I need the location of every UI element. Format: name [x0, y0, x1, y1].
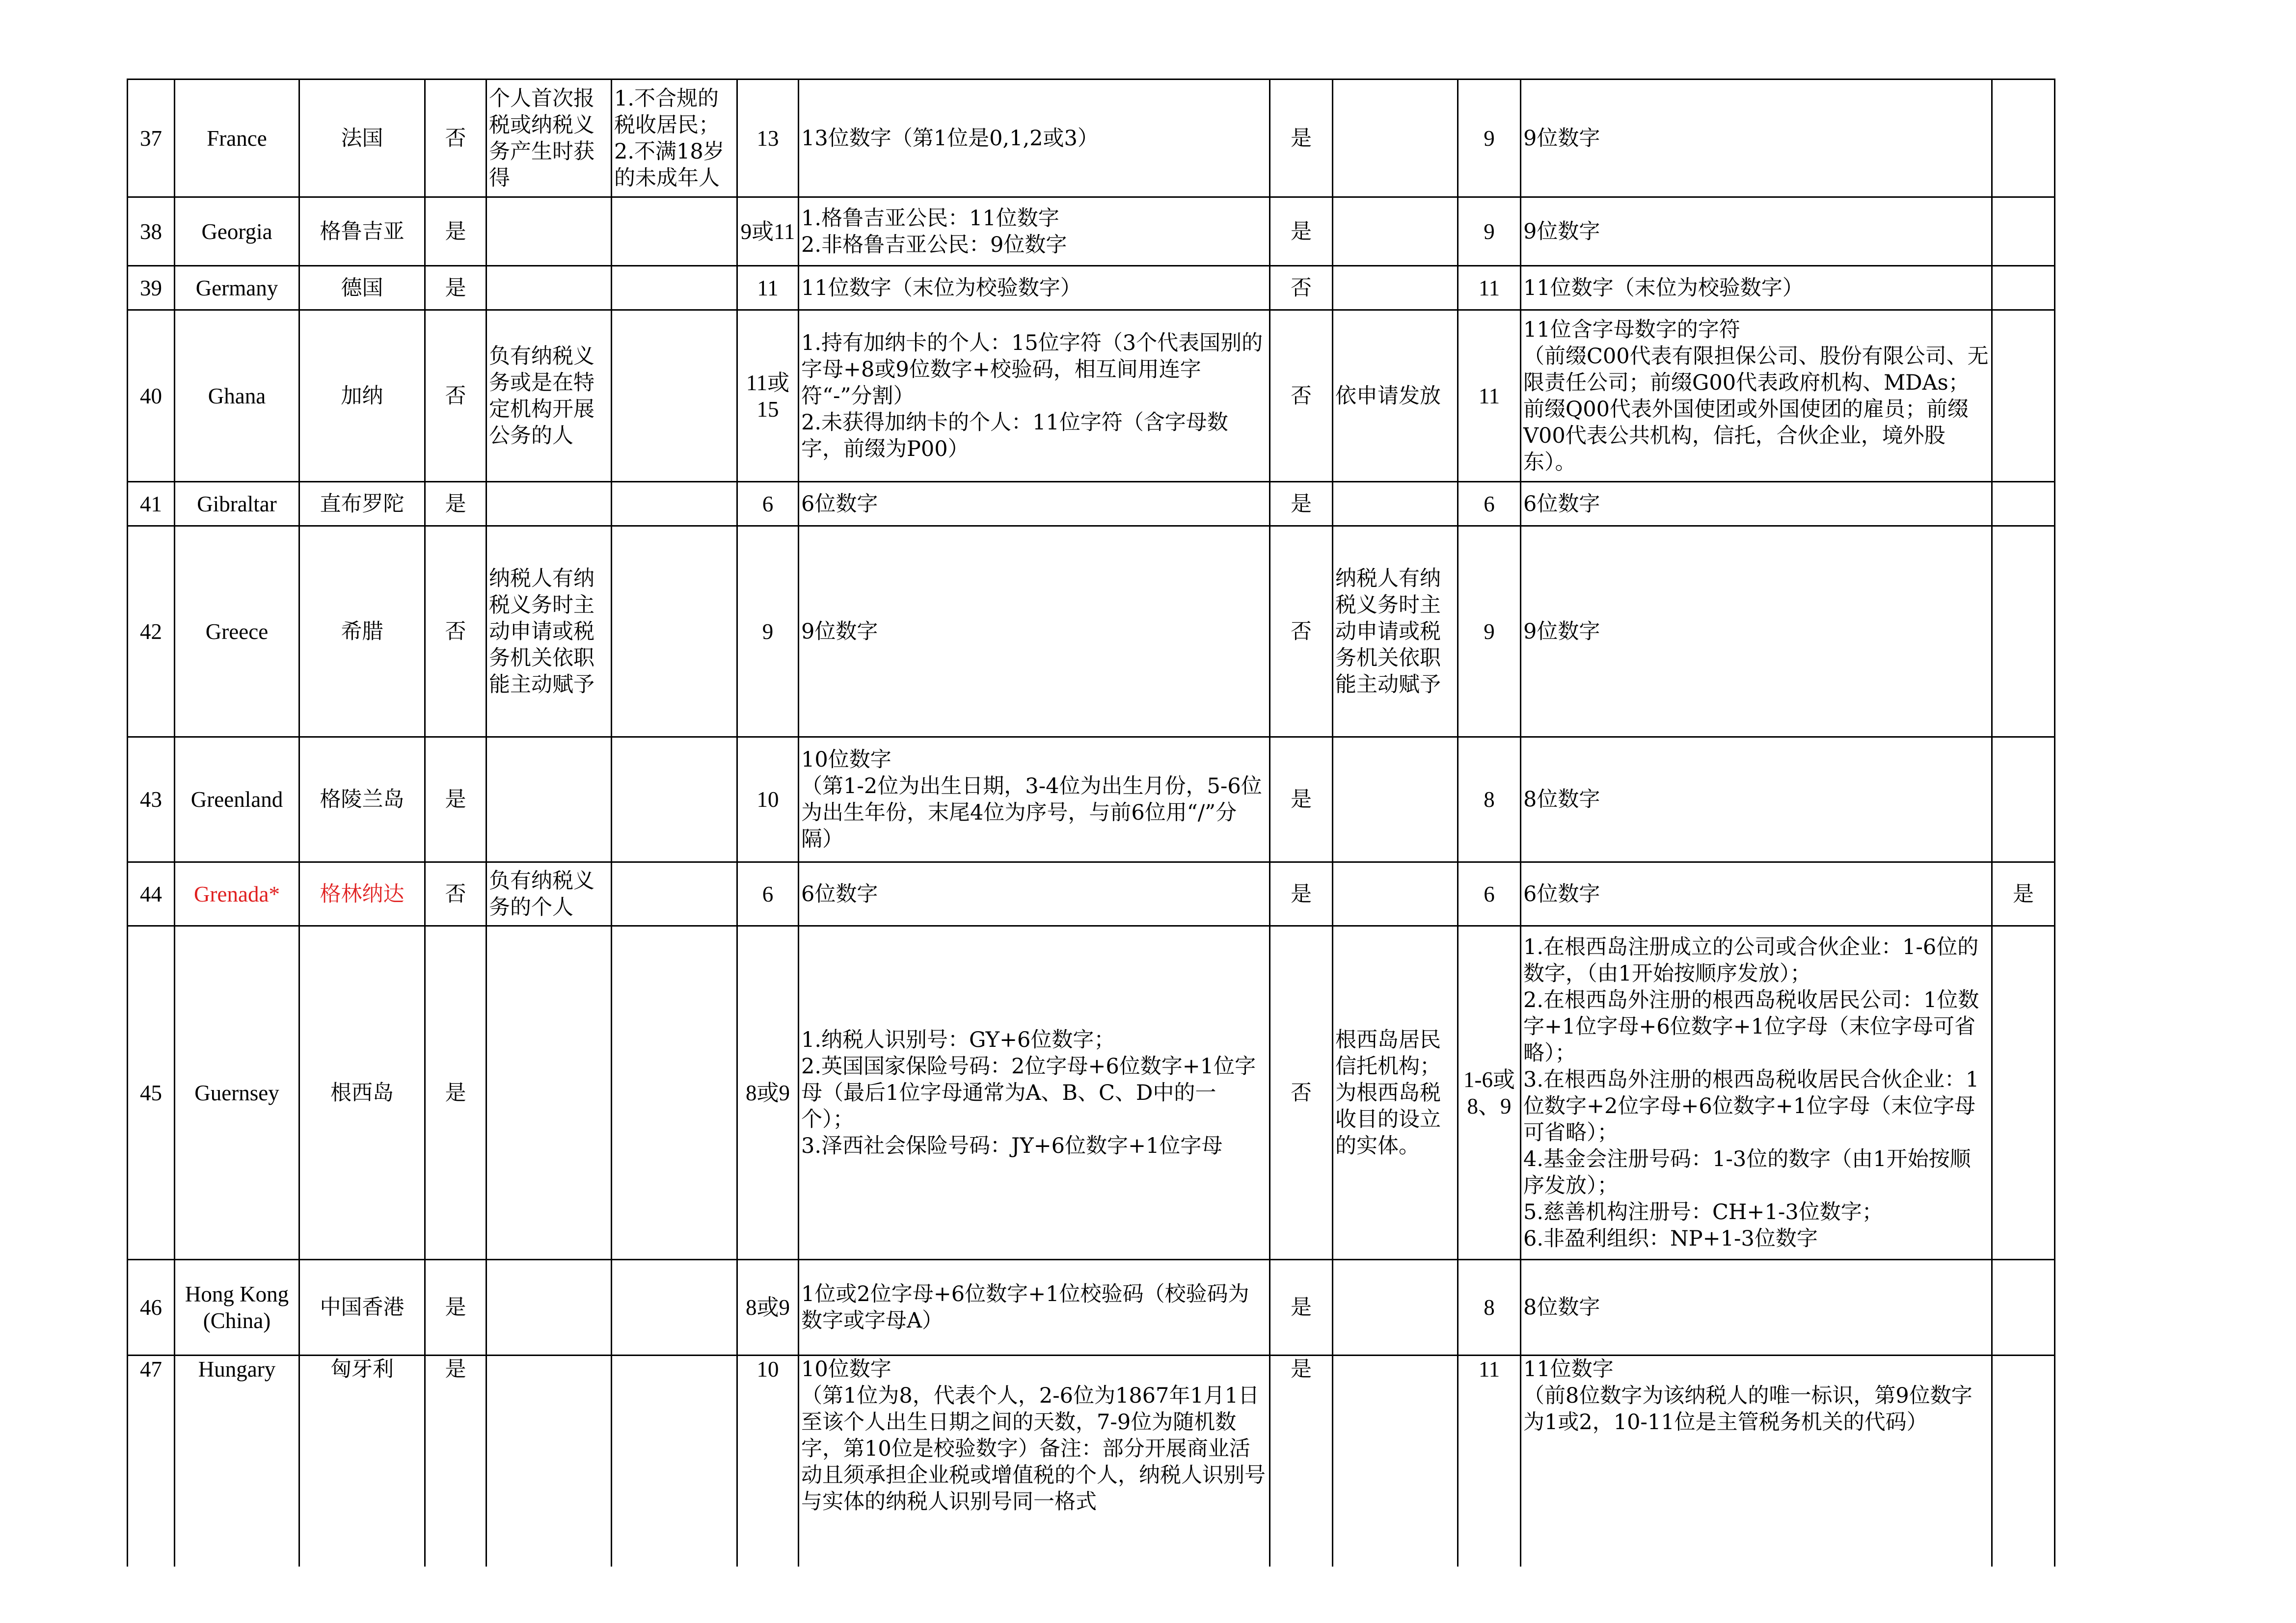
individual-issue-note: 个人首次报税或纳税义务产生时获得 [486, 80, 612, 197]
country-name-en: France [175, 80, 299, 197]
individual-tin-length: 11 [737, 266, 799, 310]
extra-flag [1992, 737, 2055, 862]
entity-tin-length: 11 [1458, 310, 1521, 482]
entity-tin-length: 1-6或8、9 [1458, 926, 1521, 1260]
row-number: 39 [128, 266, 175, 310]
table-row [128, 482, 2055, 526]
country-name-en: Greece [175, 526, 299, 737]
row-number: 45 [128, 926, 175, 1260]
extra-flag [1992, 526, 2055, 737]
individual-exception-note [612, 310, 737, 482]
individual-tin-length: 9或11 [737, 197, 799, 266]
country-name-cn: 格鲁吉亚 [299, 197, 425, 266]
table-row [128, 1356, 2055, 1567]
table-row [128, 862, 2055, 926]
individual-tin-format: 1位或2位字母+6位数字+1位校验码（校验码为数字或字母A） [799, 1260, 1270, 1356]
entity-tin-flag: 否 [1270, 526, 1333, 737]
individual-tin-length: 6 [737, 862, 799, 926]
individual-tin-length: 13 [737, 80, 799, 197]
entity-tin-length: 9 [1458, 80, 1521, 197]
table-row [128, 80, 2055, 197]
entity-tin-flag: 否 [1270, 310, 1333, 482]
individual-exception-note [612, 197, 737, 266]
individual-tin-length: 8或9 [737, 926, 799, 1260]
individual-tin-flag: 是 [425, 266, 486, 310]
individual-exception-note [612, 926, 737, 1260]
country-name-en: Gibraltar [175, 482, 299, 526]
entity-tin-format: 11位含字母数字的字符 （前缀C00代表有限担保公司、股份有限公司、无限责任公司；前缀G00代表政府机构、MDAs；前缀Q00代表外国使团或外国使团的雇员；前缀V00代表公共机构，信托，合伙企业，境外股东）。 [1521, 310, 1992, 482]
individual-tin-flag: 是 [425, 197, 486, 266]
tax-id-table [127, 79, 2055, 1567]
entity-tin-format: 1.在根西岛注册成立的公司或合伙企业：1-6位的数字，（由1开始按顺序发放）； 2.在根西岛外注册的根西岛税收居民公司：1位数字+1位字母+6位数字+1位字母（末位字母可省略）； 3.在根西岛外注册的根西岛税收居民合伙企业：1位数字+2位字母+6位数字+1位字母（末位字母可省略）； 4.基金会注册号码：1-3位的数字（由1开始按顺序发放）； 5.慈善机构注册号：CH+1-3位数字； 6.非盈利组织：NP+1-3位数字 [1521, 926, 1992, 1260]
country-name-en: Guernsey [175, 926, 299, 1260]
entity-issue-note [1333, 737, 1458, 862]
country-name-cn: 中国香港 [299, 1260, 425, 1356]
individual-tin-format: 13位数字（第1位是0,1,2或3） [799, 80, 1270, 197]
individual-exception-note [612, 482, 737, 526]
row-number: 43 [128, 737, 175, 862]
country-name-cn: 格陵兰岛 [299, 737, 425, 862]
entity-tin-length: 11 [1458, 1356, 1521, 1567]
individual-tin-format: 10位数字 （第1-2位为出生日期，3-4位为出生月份，5-6位为出生年份，末尾4位为序号，与前6位用“/”分隔） [799, 737, 1270, 862]
individual-exception-note [612, 266, 737, 310]
extra-flag [1992, 1260, 2055, 1356]
individual-issue-note: 负有纳税义务的个人 [486, 862, 612, 926]
individual-exception-note: 1.不合规的税收居民； 2.不满18岁的未成年人 [612, 80, 737, 197]
entity-issue-note [1333, 1356, 1458, 1567]
table-row [128, 266, 2055, 310]
entity-issue-note: 纳税人有纳税义务时主动申请或税务机关依职能主动赋予 [1333, 526, 1458, 737]
individual-tin-length: 11或15 [737, 310, 799, 482]
country-name-cn: 直布罗陀 [299, 482, 425, 526]
individual-tin-flag: 是 [425, 926, 486, 1260]
table-row [128, 197, 2055, 266]
entity-issue-note [1333, 197, 1458, 266]
country-name-cn: 格林纳达 [299, 862, 425, 926]
individual-tin-format: 9位数字 [799, 526, 1270, 737]
country-name-en: Hungary [175, 1356, 299, 1567]
entity-tin-format: 6位数字 [1521, 862, 1992, 926]
row-number: 47 [128, 1356, 175, 1567]
country-name-en: Hong Kong (China) [175, 1260, 299, 1356]
individual-tin-format: 1.持有加纳卡的个人：15位字符（3个代表国别的字母+8或9位数字+校验码，相互间用连字符“-”分割） 2.未获得加纳卡的个人：11位字符（含字母数字，前缀为P00） [799, 310, 1270, 482]
country-name-en: Georgia [175, 197, 299, 266]
entity-tin-format: 8位数字 [1521, 1260, 1992, 1356]
extra-flag: 是 [1992, 862, 2055, 926]
table-row [128, 310, 2055, 482]
individual-exception-note [612, 1260, 737, 1356]
extra-flag [1992, 1356, 2055, 1567]
individual-issue-note [486, 482, 612, 526]
entity-tin-flag: 是 [1270, 80, 1333, 197]
country-name-cn: 根西岛 [299, 926, 425, 1260]
row-number: 42 [128, 526, 175, 737]
entity-tin-flag: 是 [1270, 862, 1333, 926]
table-row [128, 526, 2055, 737]
individual-issue-note [486, 926, 612, 1260]
entity-tin-format: 9位数字 [1521, 526, 1992, 737]
country-name-en: Greenland [175, 737, 299, 862]
extra-flag [1992, 310, 2055, 482]
entity-tin-format: 6位数字 [1521, 482, 1992, 526]
table-row [128, 926, 2055, 1260]
row-number: 37 [128, 80, 175, 197]
individual-tin-format: 10位数字 （第1位为8，代表个人，2-6位为1867年1月1日至该个人出生日期之间的天数，7-9位为随机数字，第10位是校验数字）备注：部分开展商业活动且须承担企业税或增值税的个人，纳税人识别号与实体的纳税人识别号同一格式 [799, 1356, 1270, 1567]
entity-tin-flag: 否 [1270, 266, 1333, 310]
individual-tin-length: 10 [737, 737, 799, 862]
individual-tin-format: 6位数字 [799, 862, 1270, 926]
table-body [128, 80, 2055, 1567]
table-row [128, 1260, 2055, 1356]
row-number: 40 [128, 310, 175, 482]
individual-tin-flag: 是 [425, 1356, 486, 1567]
extra-flag [1992, 197, 2055, 266]
entity-tin-format: 8位数字 [1521, 737, 1992, 862]
row-number: 46 [128, 1260, 175, 1356]
country-name-cn: 加纳 [299, 310, 425, 482]
individual-tin-format: 1.纳税人识别号：GY+6位数字； 2.英国国家保险号码：2位字母+6位数字+1位字母（最后1位字母通常为A、B、C、D中的一个）； 3.泽西社会保险号码：JY+6位数字+1位字母 [799, 926, 1270, 1260]
entity-tin-length: 6 [1458, 862, 1521, 926]
entity-tin-length: 8 [1458, 737, 1521, 862]
country-name-cn: 德国 [299, 266, 425, 310]
individual-tin-flag: 否 [425, 80, 486, 197]
individual-issue-note: 纳税人有纳税义务时主动申请或税务机关依职能主动赋予 [486, 526, 612, 737]
entity-tin-format: 11位数字（末位为校验数字） [1521, 266, 1992, 310]
entity-tin-flag: 否 [1270, 926, 1333, 1260]
individual-issue-note [486, 1356, 612, 1567]
entity-tin-format: 9位数字 [1521, 80, 1992, 197]
individual-tin-format: 1.格鲁吉亚公民：11位数字 2.非格鲁吉亚公民：9位数字 [799, 197, 1270, 266]
country-name-en: Grenada* [175, 862, 299, 926]
table-row [128, 737, 2055, 862]
individual-tin-flag: 否 [425, 862, 486, 926]
individual-tin-length: 9 [737, 526, 799, 737]
entity-tin-flag: 是 [1270, 482, 1333, 526]
individual-tin-flag: 是 [425, 482, 486, 526]
entity-tin-length: 9 [1458, 197, 1521, 266]
entity-issue-note [1333, 80, 1458, 197]
individual-tin-flag: 是 [425, 737, 486, 862]
row-number: 41 [128, 482, 175, 526]
individual-tin-flag: 否 [425, 526, 486, 737]
entity-issue-note: 依申请发放 [1333, 310, 1458, 482]
individual-issue-note [486, 197, 612, 266]
entity-tin-flag: 是 [1270, 1356, 1333, 1567]
individual-tin-length: 8或9 [737, 1260, 799, 1356]
extra-flag [1992, 926, 2055, 1260]
individual-tin-format: 11位数字（末位为校验数字） [799, 266, 1270, 310]
individual-exception-note [612, 1356, 737, 1567]
country-name-en: Ghana [175, 310, 299, 482]
individual-tin-flag: 是 [425, 1260, 486, 1356]
entity-issue-note [1333, 1260, 1458, 1356]
individual-issue-note: 负有纳税义务或是在特定机构开展公务的人 [486, 310, 612, 482]
entity-tin-flag: 是 [1270, 737, 1333, 862]
row-number: 38 [128, 197, 175, 266]
extra-flag [1992, 80, 2055, 197]
row-number: 44 [128, 862, 175, 926]
entity-tin-flag: 是 [1270, 1260, 1333, 1356]
entity-issue-note: 根西岛居民信托机构；为根西岛税收目的设立的实体。 [1333, 926, 1458, 1260]
country-name-cn: 希腊 [299, 526, 425, 737]
individual-issue-note [486, 1260, 612, 1356]
entity-issue-note [1333, 266, 1458, 310]
entity-issue-note [1333, 862, 1458, 926]
entity-tin-flag: 是 [1270, 197, 1333, 266]
individual-tin-flag: 否 [425, 310, 486, 482]
individual-tin-format: 6位数字 [799, 482, 1270, 526]
country-name-cn: 法国 [299, 80, 425, 197]
individual-exception-note [612, 862, 737, 926]
extra-flag [1992, 266, 2055, 310]
individual-tin-length: 10 [737, 1356, 799, 1567]
entity-tin-length: 11 [1458, 266, 1521, 310]
entity-tin-format: 9位数字 [1521, 197, 1992, 266]
entity-issue-note [1333, 482, 1458, 526]
individual-issue-note [486, 737, 612, 862]
entity-tin-length: 6 [1458, 482, 1521, 526]
individual-exception-note [612, 526, 737, 737]
entity-tin-length: 9 [1458, 526, 1521, 737]
country-name-cn: 匈牙利 [299, 1356, 425, 1567]
individual-exception-note [612, 737, 737, 862]
individual-tin-length: 6 [737, 482, 799, 526]
individual-issue-note [486, 266, 612, 310]
extra-flag [1992, 482, 2055, 526]
country-name-en: Germany [175, 266, 299, 310]
entity-tin-format: 11位数字 （前8位数字为该纳税人的唯一标识，第9位数字为1或2，10-11位是主管税务机关的代码） [1521, 1356, 1992, 1567]
entity-tin-length: 8 [1458, 1260, 1521, 1356]
